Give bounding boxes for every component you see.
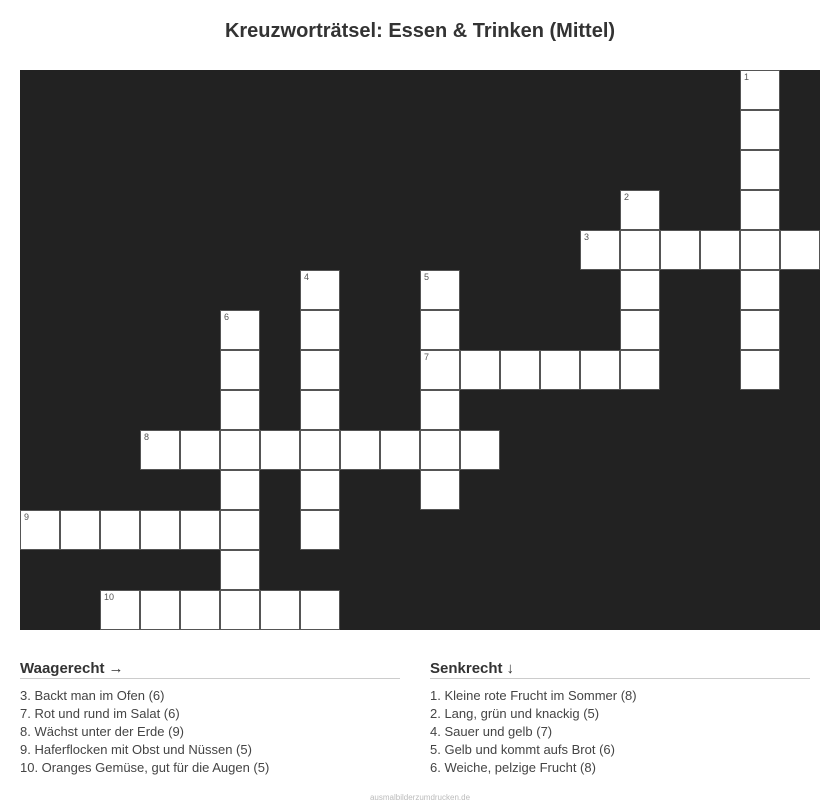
crossword-cell[interactable] <box>220 590 260 630</box>
crossword-cell[interactable] <box>740 190 780 230</box>
clue-number: 5 <box>424 272 430 282</box>
across-clue: 10. Oranges Gemüse, gut für die Augen (5) <box>20 760 270 775</box>
crossword-cell[interactable] <box>740 110 780 150</box>
crossword-cell[interactable] <box>580 350 620 390</box>
crossword-cell[interactable] <box>460 430 500 470</box>
crossword-cell[interactable] <box>220 430 260 470</box>
across-heading <box>20 660 400 679</box>
across-heading-label: Waagerecht <box>20 660 105 677</box>
clue-number: 1 <box>744 72 750 82</box>
crossword-cell[interactable] <box>740 230 780 270</box>
crossword-cell[interactable] <box>500 350 540 390</box>
crossword-cell[interactable] <box>740 310 780 350</box>
crossword-cell[interactable] <box>420 430 460 470</box>
crossword-cell[interactable] <box>260 590 300 630</box>
down-clue: 2. Lang, grün und knackig (5) <box>430 706 600 721</box>
down-clues <box>430 660 810 777</box>
crossword-cell[interactable] <box>180 430 220 470</box>
crossword-cell[interactable] <box>220 310 260 350</box>
clue-number: 6 <box>224 312 230 322</box>
crossword-cell[interactable] <box>220 550 260 590</box>
crossword-cell[interactable] <box>220 470 260 510</box>
clue-number: 8 <box>144 432 150 442</box>
crossword-cell[interactable] <box>220 390 260 430</box>
crossword-cell[interactable] <box>60 510 100 550</box>
crossword-cell[interactable] <box>140 430 180 470</box>
across-clue: 8. Wächst unter der Erde (9) <box>20 724 185 739</box>
crossword-cell[interactable] <box>620 230 660 270</box>
arrow-down-icon: ↓ <box>506 660 515 677</box>
crossword-cell[interactable] <box>380 430 420 470</box>
crossword-cell[interactable] <box>740 270 780 310</box>
crossword-cell[interactable] <box>420 270 460 310</box>
crossword-cell[interactable] <box>180 510 220 550</box>
crossword-cell[interactable] <box>300 350 340 390</box>
down-clue: 1. Kleine rote Frucht im Sommer (8) <box>430 688 637 703</box>
crossword-cell[interactable] <box>420 350 460 390</box>
clue-number: 4 <box>304 272 310 282</box>
crossword-cell[interactable] <box>300 310 340 350</box>
crossword-cell[interactable] <box>300 270 340 310</box>
down-clue: 4. Sauer und gelb (7) <box>430 724 553 739</box>
clue-number: 3 <box>584 232 590 242</box>
crossword-cell[interactable] <box>420 390 460 430</box>
clue-number: 10 <box>104 592 115 602</box>
crossword-cell[interactable] <box>140 590 180 630</box>
crossword-cell[interactable] <box>220 350 260 390</box>
crossword-cell[interactable] <box>580 230 620 270</box>
footer-credit: ausmalbilderzumdrucken.de <box>369 793 471 802</box>
crossword-cell[interactable] <box>300 430 340 470</box>
crossword-cell[interactable] <box>20 510 60 550</box>
across-clue: 9. Haferflocken mit Obst und Nüssen (5) <box>20 742 252 757</box>
crossword-cell[interactable] <box>420 310 460 350</box>
crossword-cell[interactable] <box>460 350 500 390</box>
clue-number: 2 <box>624 192 630 202</box>
crossword-cell[interactable] <box>740 70 780 110</box>
crossword-cell[interactable] <box>100 590 140 630</box>
down-heading-label: Senkrecht <box>430 660 503 677</box>
arrow-right-icon: → <box>108 660 124 677</box>
crossword-cell[interactable] <box>420 470 460 510</box>
clue-number: 7 <box>424 352 430 362</box>
down-clue: 5. Gelb und kommt aufs Brot (6) <box>430 742 615 757</box>
crossword-cell[interactable] <box>340 430 380 470</box>
clue-number: 9 <box>24 512 30 522</box>
crossword-cell[interactable] <box>620 350 660 390</box>
crossword-cell[interactable] <box>620 190 660 230</box>
crossword-cell[interactable] <box>300 590 340 630</box>
crossword-cell[interactable] <box>740 350 780 390</box>
crossword-cell[interactable] <box>260 430 300 470</box>
crossword-cell[interactable] <box>300 510 340 550</box>
crossword-cell[interactable] <box>300 390 340 430</box>
crossword-cell[interactable] <box>180 590 220 630</box>
crossword-cell[interactable] <box>700 230 740 270</box>
page-title: Kreuzworträtsel: Essen & Trinken (Mittel) <box>224 20 616 42</box>
crossword-cell[interactable] <box>620 310 660 350</box>
crossword-cell[interactable] <box>300 470 340 510</box>
crossword-cell[interactable] <box>140 510 180 550</box>
across-clues <box>20 660 400 777</box>
across-clue: 7. Rot und rund im Salat (6) <box>20 706 180 721</box>
down-heading <box>430 660 810 679</box>
crossword-cell[interactable] <box>780 230 820 270</box>
crossword-cell[interactable] <box>220 510 260 550</box>
across-clue: 3. Backt man im Ofen (6) <box>20 688 165 703</box>
across-clue-list <box>20 687 400 777</box>
down-clue: 6. Weiche, pelzige Frucht (8) <box>430 760 596 775</box>
down-clue-list <box>430 687 810 777</box>
crossword-cell[interactable] <box>100 510 140 550</box>
crossword-grid <box>20 70 820 630</box>
crossword-cell[interactable] <box>540 350 580 390</box>
crossword-cell[interactable] <box>740 150 780 190</box>
crossword-cell[interactable] <box>620 270 660 310</box>
crossword-cell[interactable] <box>660 230 700 270</box>
